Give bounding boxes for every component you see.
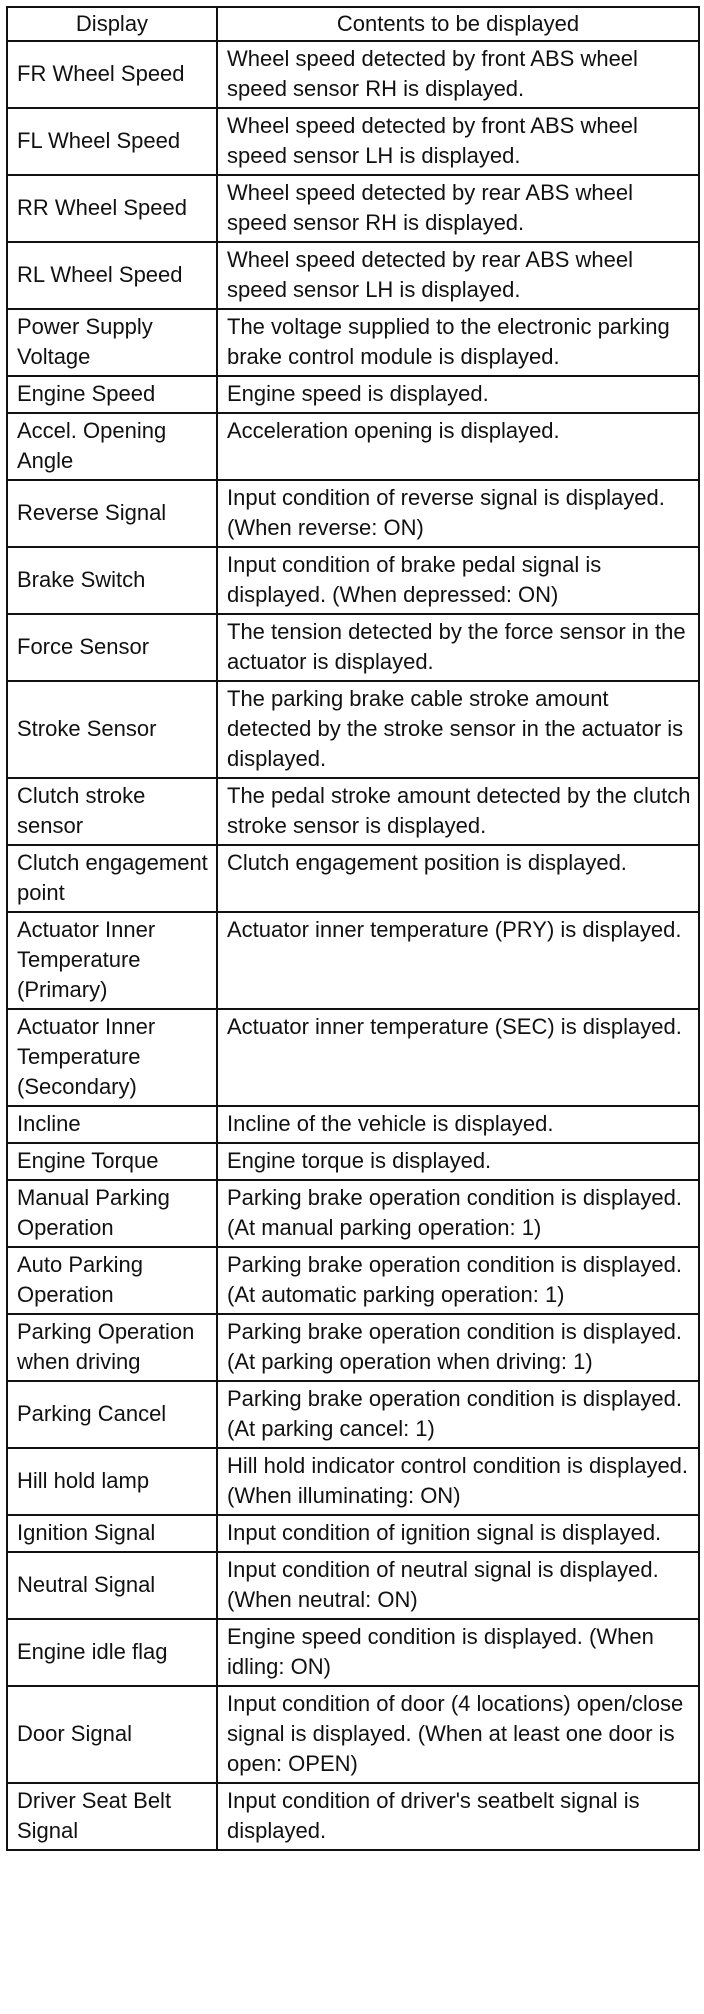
table-body: [7, 41, 699, 1850]
display-cell: FL Wheel Speed: [7, 108, 217, 175]
contents-cell: Wheel speed detected by front ABS wheel speed sensor LH is displayed.: [217, 108, 699, 175]
contents-cell: Actuator inner temperature (SEC) is displayed.: [217, 1009, 699, 1106]
display-cell: Ignition Signal: [7, 1515, 217, 1552]
display-cell: FR Wheel Speed: [7, 41, 217, 108]
table-row: [7, 1143, 699, 1180]
contents-cell: Parking brake operation condition is displayed. (At parking cancel: 1): [217, 1381, 699, 1448]
display-cell: Engine Speed: [7, 376, 217, 413]
contents-cell: Parking brake operation condition is displayed. (At parking operation when driving: 1): [217, 1314, 699, 1381]
display-cell: RL Wheel Speed: [7, 242, 217, 309]
display-cell: Clutch engagement point: [7, 845, 217, 912]
display-cell: Engine Torque: [7, 1143, 217, 1180]
display-cell: Power Supply Voltage: [7, 309, 217, 376]
table-row: [7, 912, 699, 1009]
contents-cell: Wheel speed detected by front ABS wheel speed sensor RH is displayed.: [217, 41, 699, 108]
table-row: [7, 1619, 699, 1686]
table-header-row: [7, 7, 699, 41]
contents-cell: Parking brake operation condition is displayed. (At automatic parking operation: 1): [217, 1247, 699, 1314]
table-row: [7, 1381, 699, 1448]
display-cell: Hill hold lamp: [7, 1448, 217, 1515]
display-cell: Actuator Inner Temperature (Secondary): [7, 1009, 217, 1106]
table-row: [7, 1106, 699, 1143]
contents-cell: The tension detected by the force sensor in the actuator is displayed.: [217, 614, 699, 681]
table-row: [7, 1686, 699, 1783]
table-row: [7, 778, 699, 845]
contents-cell: The pedal stroke amount detected by the clutch stroke sensor is displayed.: [217, 778, 699, 845]
table-row: [7, 1448, 699, 1515]
table-row: [7, 480, 699, 547]
display-cell: Parking Cancel: [7, 1381, 217, 1448]
table-row: [7, 1314, 699, 1381]
table-row: [7, 681, 699, 778]
table-row: [7, 242, 699, 309]
table-row: [7, 1515, 699, 1552]
display-cell: Force Sensor: [7, 614, 217, 681]
contents-cell: Parking brake operation condition is displayed. (At manual parking operation: 1): [217, 1180, 699, 1247]
table-row: [7, 845, 699, 912]
display-cell: Brake Switch: [7, 547, 217, 614]
contents-cell: Engine speed is displayed.: [217, 376, 699, 413]
display-cell: RR Wheel Speed: [7, 175, 217, 242]
display-cell: Auto Parking Operation: [7, 1247, 217, 1314]
table-row: [7, 1552, 699, 1619]
contents-cell: Input condition of driver's seatbelt signal is displayed.: [217, 1783, 699, 1850]
display-cell: Actuator Inner Temperature (Primary): [7, 912, 217, 1009]
display-cell: Parking Operation when driving: [7, 1314, 217, 1381]
header-contents: Contents to be displayed: [217, 7, 699, 41]
table-row: [7, 309, 699, 376]
table-row: [7, 1247, 699, 1314]
contents-cell: Hill hold indicator control condition is displayed. (When illuminating: ON): [217, 1448, 699, 1515]
display-cell: Reverse Signal: [7, 480, 217, 547]
contents-cell: The parking brake cable stroke amount detected by the stroke sensor in the actuator is displayed.: [217, 681, 699, 778]
contents-cell: Input condition of ignition signal is displayed.: [217, 1515, 699, 1552]
table-row: [7, 413, 699, 480]
table-row: [7, 41, 699, 108]
contents-cell: Incline of the vehicle is displayed.: [217, 1106, 699, 1143]
contents-cell: Input condition of brake pedal signal is displayed. (When depressed: ON): [217, 547, 699, 614]
contents-cell: Wheel speed detected by rear ABS wheel speed sensor LH is displayed.: [217, 242, 699, 309]
display-cell: Accel. Opening Angle: [7, 413, 217, 480]
display-cell: Door Signal: [7, 1686, 217, 1783]
contents-cell: The voltage supplied to the electronic parking brake control module is displayed.: [217, 309, 699, 376]
display-cell: Clutch stroke sensor: [7, 778, 217, 845]
display-cell: Driver Seat Belt Signal: [7, 1783, 217, 1850]
table-row: [7, 614, 699, 681]
table-row: [7, 376, 699, 413]
table-row: [7, 175, 699, 242]
display-contents-table: [6, 6, 700, 1851]
table-row: [7, 1009, 699, 1106]
table-row: [7, 1783, 699, 1850]
contents-cell: Wheel speed detected by rear ABS wheel speed sensor RH is displayed.: [217, 175, 699, 242]
contents-cell: Engine torque is displayed.: [217, 1143, 699, 1180]
contents-cell: Input condition of reverse signal is displayed. (When reverse: ON): [217, 480, 699, 547]
table-row: [7, 547, 699, 614]
display-cell: Engine idle flag: [7, 1619, 217, 1686]
display-cell: Neutral Signal: [7, 1552, 217, 1619]
display-cell: Manual Parking Operation: [7, 1180, 217, 1247]
table-row: [7, 1180, 699, 1247]
contents-cell: Engine speed condition is displayed. (When idling: ON): [217, 1619, 699, 1686]
contents-cell: Input condition of neutral signal is displayed. (When neutral: ON): [217, 1552, 699, 1619]
contents-cell: Clutch engagement position is displayed.: [217, 845, 699, 912]
contents-cell: Acceleration opening is displayed.: [217, 413, 699, 480]
display-cell: Stroke Sensor: [7, 681, 217, 778]
contents-cell: Actuator inner temperature (PRY) is displayed.: [217, 912, 699, 1009]
contents-cell: Input condition of door (4 locations) open/close signal is displayed. (When at least one door is open: OPEN): [217, 1686, 699, 1783]
display-cell: Incline: [7, 1106, 217, 1143]
table-row: [7, 108, 699, 175]
header-display: Display: [7, 7, 217, 41]
